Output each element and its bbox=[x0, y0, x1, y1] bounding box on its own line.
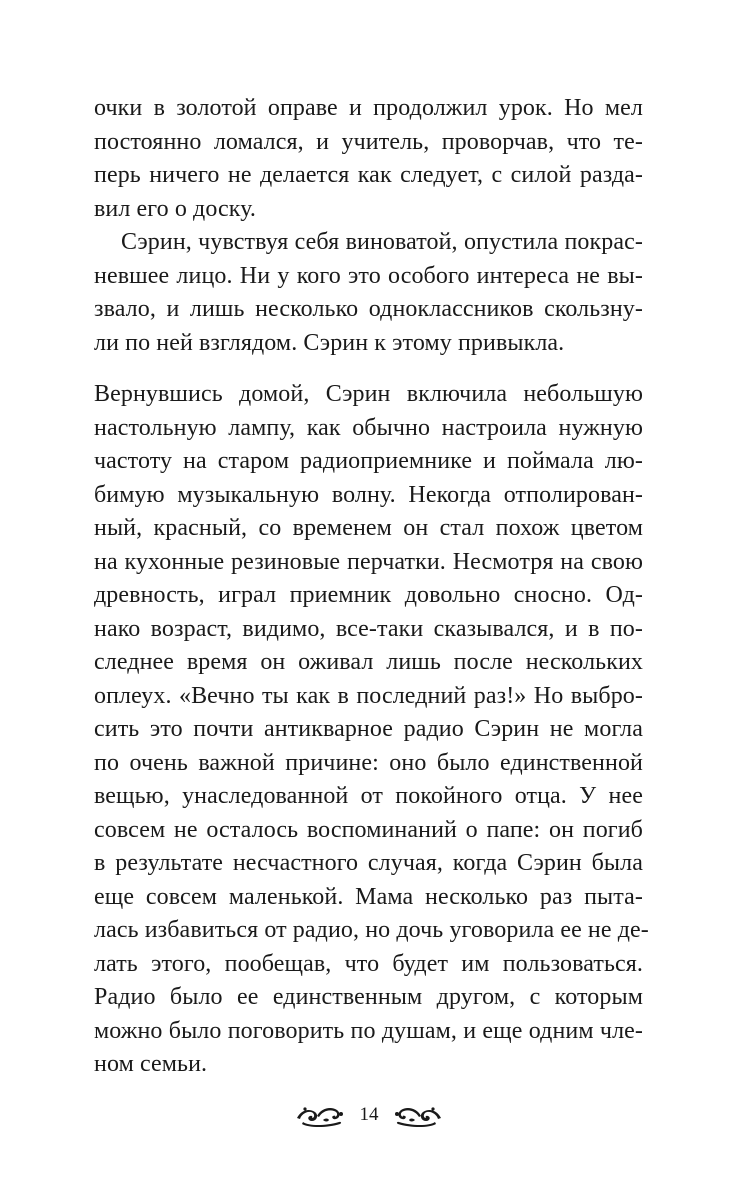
text-line: бимую музыкальную волну. Некогда отполирован- bbox=[94, 481, 643, 508]
text-line: очки в золотой оправе и продолжил урок. Но мел bbox=[94, 95, 643, 121]
text-line: ном семьи. bbox=[94, 1051, 208, 1077]
text-line: невшее лицо. Ни у кого это особого интереса не вы- bbox=[94, 262, 643, 289]
right-flourish-ornament-icon bbox=[393, 1102, 443, 1128]
text-line: перь ничего не делается как следует, с силой разда- bbox=[94, 162, 643, 188]
paragraph-3 bbox=[94, 378, 649, 1082]
text-line: звало, и лишь несколько одноклассников скользну- bbox=[94, 296, 643, 322]
page-footer bbox=[0, 1095, 738, 1135]
text-line: по очень важной причине: оно было единственной bbox=[94, 749, 643, 776]
text-line: на кухонные резиновые перчатки. Несмотря на свою bbox=[94, 548, 643, 575]
text-line: лась избавиться от радио, но дочь уговорила ее не де- bbox=[94, 917, 649, 943]
text-line: вил его о доску. bbox=[94, 195, 257, 222]
text-line: следнее время он оживал лишь после нескольких bbox=[94, 649, 643, 675]
text-line: Вернувшись домой, Сэрин включила небольшую bbox=[94, 381, 643, 407]
text-line: оплеух. «Вечно ты как в последний раз!» Но выбро- bbox=[94, 682, 643, 709]
left-flourish-ornament-icon bbox=[295, 1102, 345, 1128]
text-line: лать этого, пообещав, что будет им пользоваться. bbox=[94, 950, 643, 977]
text-line: в результате несчастного случая, когда Сэрин была bbox=[94, 850, 643, 876]
text-line: Радио было ее единственным другом, с которым bbox=[94, 984, 643, 1010]
text-line: можно было поговорить по душам, и еще одним чле- bbox=[94, 1017, 643, 1044]
text-line: Сэрин, чувствуя себя виноватой, опустила покрас- bbox=[121, 229, 643, 255]
text-line: частоту на старом радиоприемнике и поймала лю- bbox=[94, 448, 643, 474]
text-line: еще совсем маленькой. Мама несколько раз пыта- bbox=[94, 883, 643, 910]
page-number: 14 bbox=[359, 1104, 379, 1125]
text-line: древность, играл приемник довольно сносно. Од- bbox=[94, 582, 643, 608]
paragraph-1 bbox=[94, 92, 643, 226]
text-line: ный, красный, со временем он стал похож цветом bbox=[94, 515, 643, 541]
text-line: нако возраст, видимо, все-таки сказывался, и в по- bbox=[94, 615, 643, 642]
text-line: совсем не осталось воспоминаний о папе: он погиб bbox=[94, 816, 643, 843]
paragraph-2 bbox=[94, 226, 643, 360]
text-line: ли по ней взглядом. Сэрин к этому привыкла. bbox=[94, 329, 565, 356]
text-line: сить это почти антикварное радио Сэрин не могла bbox=[94, 716, 643, 742]
text-line: настольную лампу, как обычно настроила нужную bbox=[94, 414, 643, 441]
text-line: постоянно ломался, и учитель, проворчав, что те- bbox=[94, 128, 643, 155]
text-line: вещью, унаследованной от покойного отца. У нее bbox=[94, 783, 643, 809]
